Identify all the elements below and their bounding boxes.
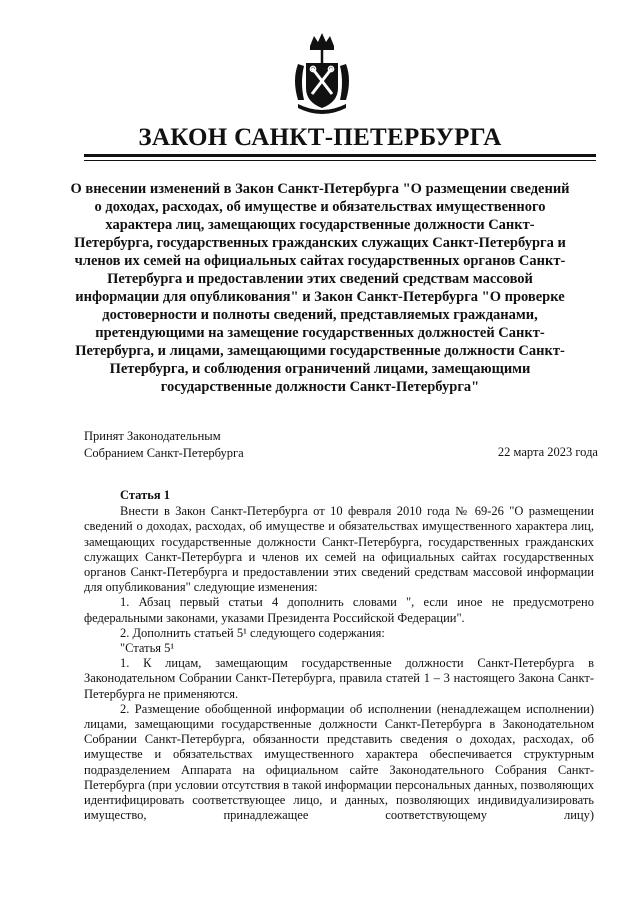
law-subject: О внесении изменений в Закон Санкт-Петербурга "О размещении сведений о доходах, расходах, об имуществе и обязательствах имущественного характера лиц, замещающих государственные должности Санкт-Петербурга, государственных гражданских служащих Санкт-Петербурга и членов их семей на официальных сайтах государственных органов Санкт-Петербурга и предоставлении этих сведений средствам массовой информации для опубликования" и Закон Санкт-Петербурга "О проверке достоверности и полноты сведений, представляемых гражданами, претендующими на замещение государственных должностей Санкт-Петербурга, и лицами, замещающими государственные должности Санкт-Петербурга, и соблюдения ограничений лицами, замещающими государственные должности Санкт-Петербурга" [70,181,570,395]
law-title: ЗАКОН САНКТ-ПЕТЕРБУРГА [138,124,502,151]
saint-petersburg-coat-of-arms-icon [292,30,352,114]
new-article-paragraph-2: 2. Размещение обобщенной информации об исполнении (ненадлежащем исполнении) лицами, замещающими государственные должности Санкт-Петербурга в Законодательном Собрании Санкт-Петербурга, обязанности представить сведения о доходах, расходах, об имуществе и обязательствах имущественного характера обеспечивается структурным подразделением Аппарата на официальном сайте Законодательного Собрания Санкт-Петербурга (при условии отсутствия в такой информации персональных данных, позволяющих идентифицировать соответствующее лицо, и данных, позволяющих индивидуализировать имущество, принадлежащее соответствующему лицу) [84,701,594,823]
amendment-item-2: 2. Дополнить статьей 5¹ следующего содержания: [120,625,385,640]
article-1 [84,488,594,823]
adoption-block [84,428,244,462]
new-article-paragraph-1: 1. К лицам, замещающим государственные должности Санкт-Петербурга в Законодательном Собрании Санкт-Петербурга, правила статей 1 – 3 настоящего Закона Санкт-Петербурга не применяются. [84,656,594,701]
new-article-title: "Статья 5¹ [120,641,175,656]
article-heading: Статья 1 [120,488,170,502]
article-intro-paragraph: Внести в Закон Санкт-Петербурга от 10 февраля 2010 года № 69-26 "О размещении сведений о доходах, расходах, об имуществе и обязательствах имущественного характера лиц, замещающих государственные должности Санкт-Петербурга, государственных гражданских служащих Санкт-Петербурга и членов их семей на официальных сайтах государственных органов Санкт-Петербурга и предоставлении этих сведений средствам массовой информации для опубликования" следующие изменения: [84,504,594,595]
amendment-item-1: 1. Абзац первый статьи 4 дополнить словами ", если иное не предусмотрено федеральными законами, указами Президента Российской Федерации". [84,595,594,625]
adoption-date: 22 марта 2023 года [497,445,598,459]
title-rule-thick [84,154,596,157]
title-rule-thin [84,160,596,161]
adoption-line-2: Собранием Санкт-Петербурга [84,446,244,460]
adoption-line-1: Принят Законодательным [84,429,221,443]
